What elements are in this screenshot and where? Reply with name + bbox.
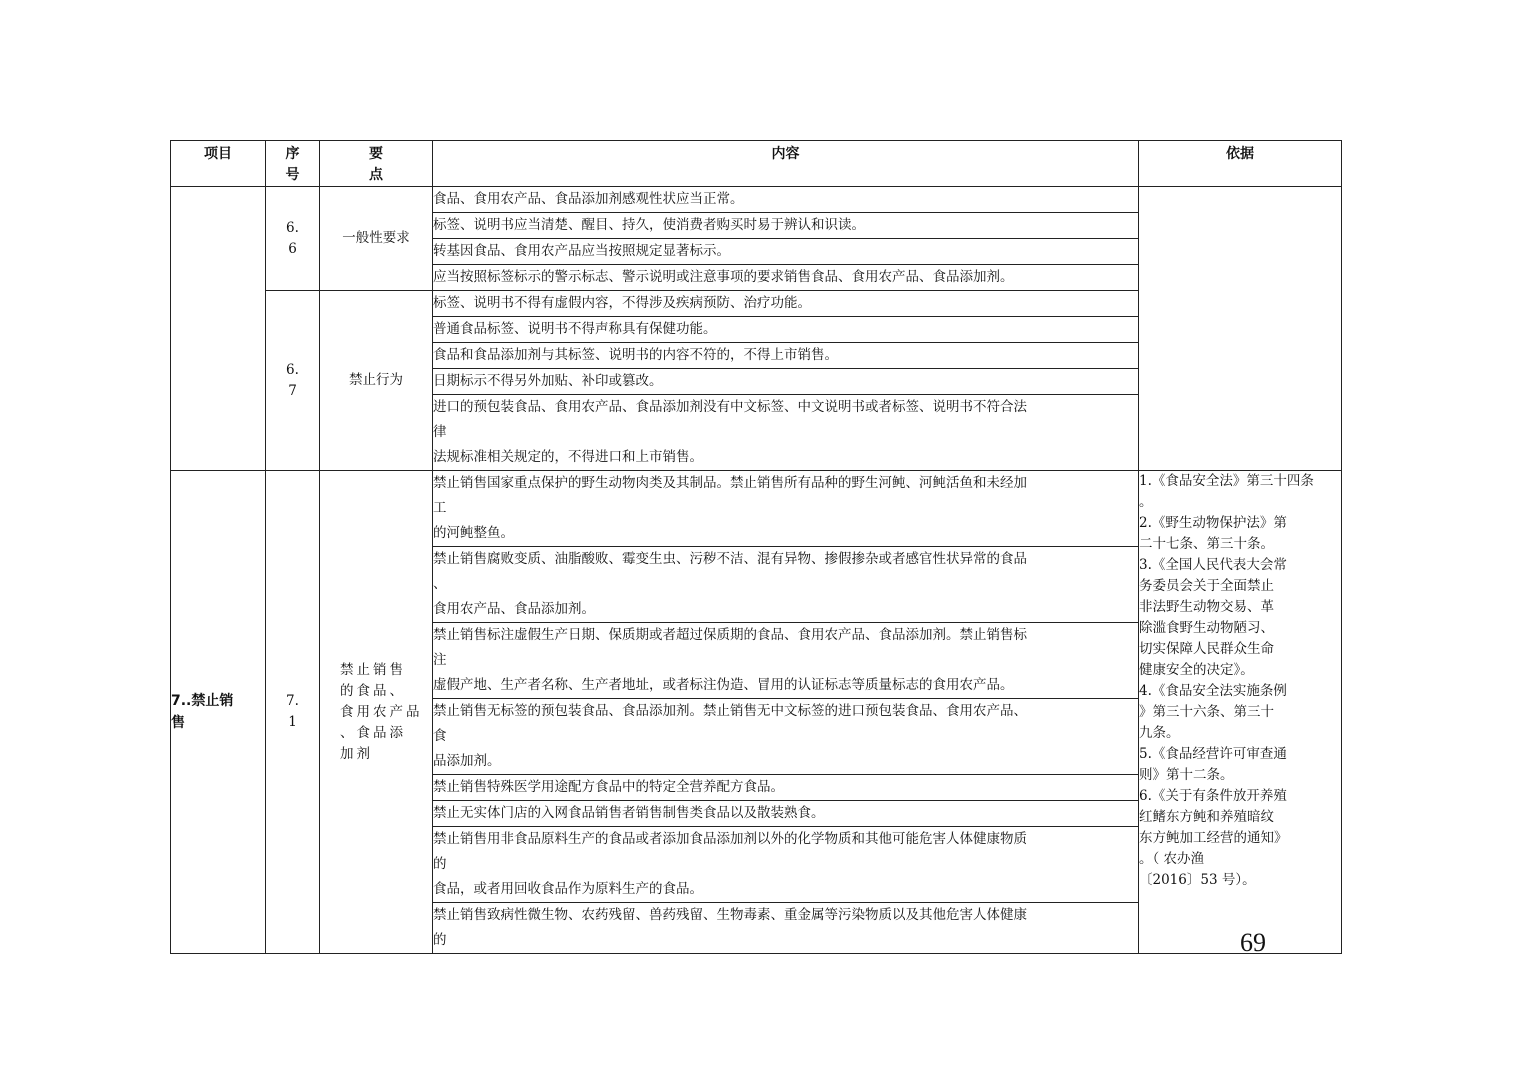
- content-cell: 标签、说明书不得有虚假内容，不得涉及疾病预防、治疗功能。: [433, 291, 1139, 317]
- content-cell: 禁止销售用非食品原料生产的食品或者添加食品添加剂以外的化学物质和其他可能危害人体健康物质 的 食品，或者用回收食品作为原料生产的食品。: [433, 827, 1139, 903]
- item-cell: 7..禁止销 售: [171, 471, 266, 954]
- point-cell: 禁止行为: [320, 291, 433, 471]
- content-cell: 禁止销售国家重点保护的野生动物肉类及其制品。禁止销售所有品种的野生河鲀、河鲀活鱼和未经加 工 的河鲀整鱼。: [433, 471, 1139, 547]
- basis-cell-empty: [1139, 187, 1342, 471]
- page-number: 69: [1240, 928, 1266, 957]
- table-row: [171, 187, 1342, 213]
- header-seq: 序 号: [266, 141, 320, 187]
- seq-cell: 7. 1: [266, 471, 320, 954]
- point-cell: 一般性要求: [320, 187, 433, 291]
- item-cell-empty: [171, 187, 266, 471]
- content-cell: 禁止销售腐败变质、油脂酸败、霉变生虫、污秽不洁、混有异物、掺假掺杂或者感官性状异常的食品 、 食用农产品、食品添加剂。: [433, 547, 1139, 623]
- content-cell: 应当按照标签标示的警示标志、警示说明或注意事项的要求销售食品、食用农产品、食品添加剂。: [433, 265, 1139, 291]
- basis-cell: 1.《食品安全法》第三十四条 。 2.《野生动物保护法》第 二十七条、第三十条。 3.《全国人民代表大会常 务委员会关于全面禁止 非法野生动物交易、革 除滥食野生动物陋习、 切实保障人民群众生命 健康安全的决定》。 4.《食品安全法实施条例 》第三十六条、第三十 九条。 5.《食品经营许可审查通 则》第十二条。 6.《关于有条件放开养殖 红鳍东方鲀和养殖暗纹 东方鲀加工经营的通知》 。（ 农办渔 〔2016〕53 号）。: [1139, 471, 1342, 954]
- header-point: 要 点: [320, 141, 433, 187]
- regulation-table: [170, 140, 1342, 954]
- content-cell: 日期标示不得另外加贴、补印或篡改。: [433, 369, 1139, 395]
- header-content: 内容: [433, 141, 1139, 187]
- header-row: [171, 141, 1342, 187]
- content-cell: 食品和食品添加剂与其标签、说明书的内容不符的，不得上市销售。: [433, 343, 1139, 369]
- table-row: [171, 471, 1342, 547]
- content-cell: 转基因食品、食用农产品应当按照规定显著标示。: [433, 239, 1139, 265]
- seq-cell: 6. 7: [266, 291, 320, 471]
- seq-cell: 6. 6: [266, 187, 320, 291]
- content-cell: 普通食品标签、说明书不得声称具有保健功能。: [433, 317, 1139, 343]
- content-cell: 食品、食用农产品、食品添加剂感观性状应当正常。: [433, 187, 1139, 213]
- header-item: 项目: [171, 141, 266, 187]
- content-cell: 进口的预包装食品、食用农产品、食品添加剂没有中文标签、中文说明书或者标签、说明书不符合法 律 法规标准相关规定的，不得进口和上市销售。: [433, 395, 1139, 471]
- content-cell: 禁止销售特殊医学用途配方食品中的特定全营养配方食品。: [433, 775, 1139, 801]
- content-cell: 禁止无实体门店的入网食品销售者销售制售类食品以及散装熟食。: [433, 801, 1139, 827]
- content-cell: 禁止销售标注虚假生产日期、保质期或者超过保质期的食品、食用农产品、食品添加剂。禁止销售标 注 虚假产地、生产者名称、生产者地址，或者标注伪造、冒用的认证标志等质量标志的食用农产品。: [433, 623, 1139, 699]
- content-cell: 禁止销售无标签的预包装食品、食品添加剂。禁止销售无中文标签的进口预包装食品、食用农产品、 食 品添加剂。: [433, 699, 1139, 775]
- header-basis: 依据: [1139, 141, 1342, 187]
- content-cell: 标签、说明书应当清楚、醒目、持久，使消费者购买时易于辨认和识读。: [433, 213, 1139, 239]
- content-cell: 禁止销售致病性微生物、农药残留、兽药残留、生物毒素、重金属等污染物质以及其他危害人体健康 的: [433, 903, 1139, 954]
- point-cell: 禁止销售 的食品、 食用农产品 、食品添 加剂: [320, 471, 433, 954]
